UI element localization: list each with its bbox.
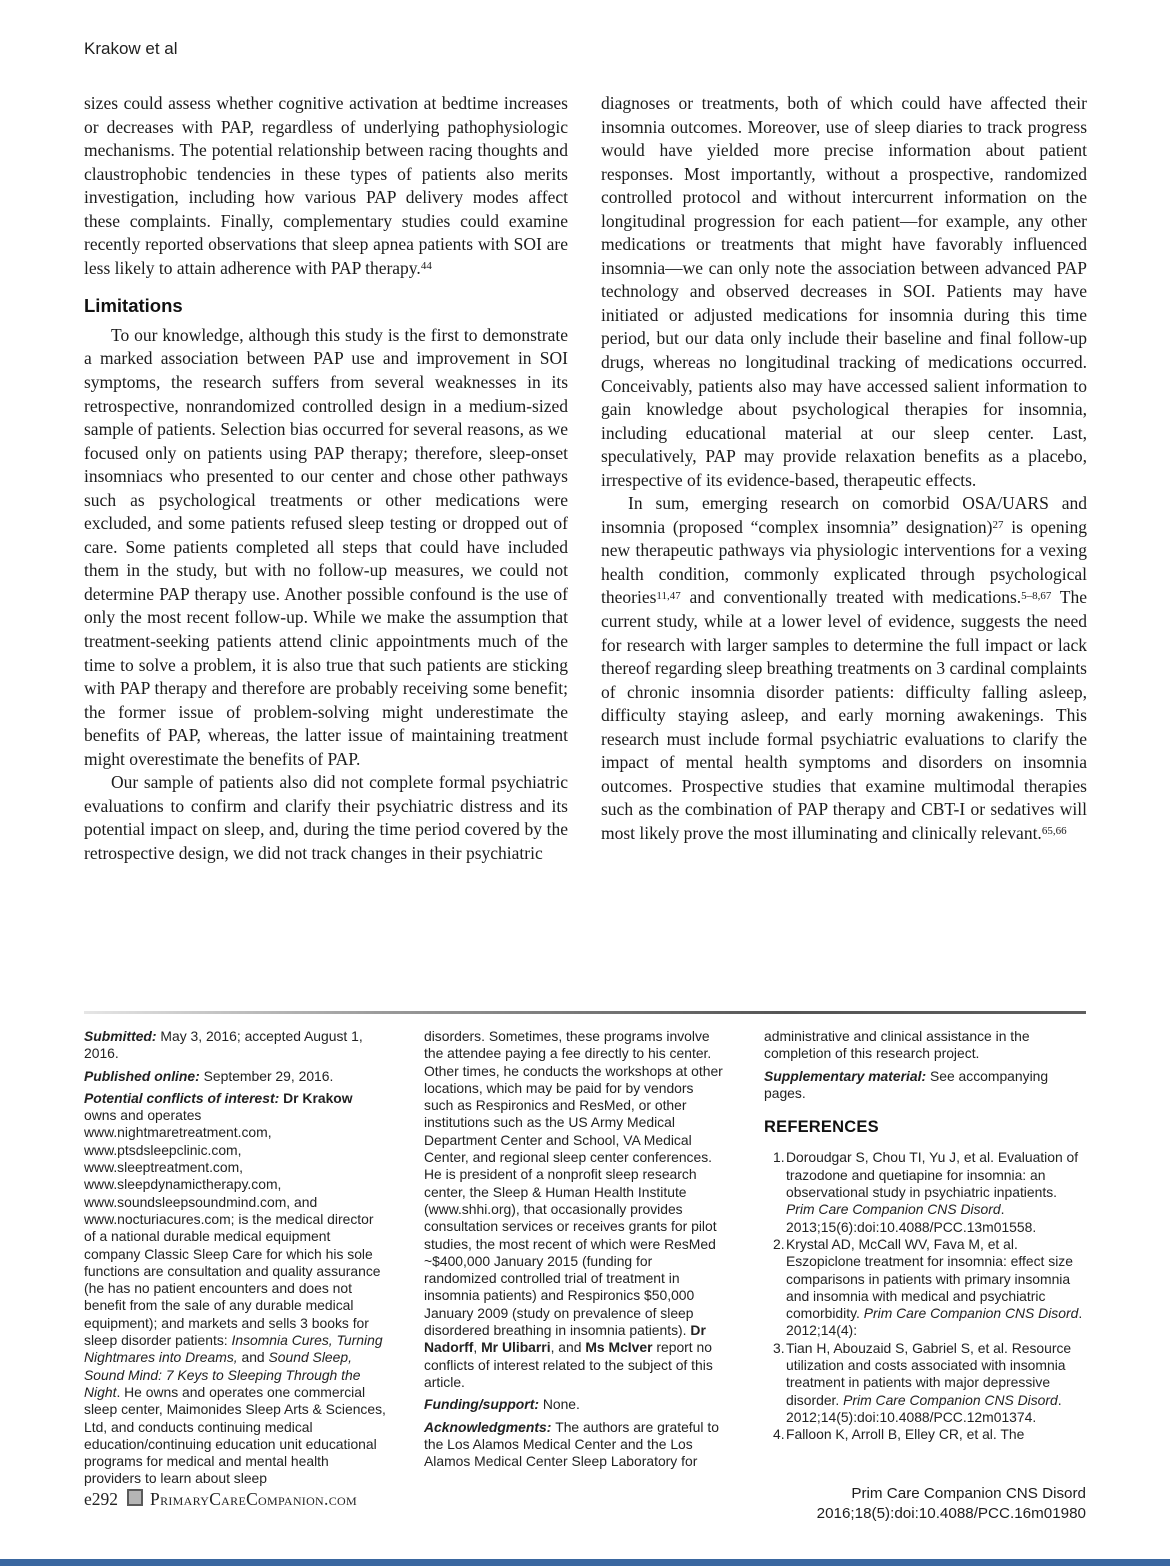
article-column-right <box>601 92 1087 846</box>
body-paragraph: To our knowledge, although this study is the first to demonstrate a marked association between PAP use and improvement in SOI symptoms, the research suffers from several weaknesses in its retrospective, nonrandomized controlled design in a medium-sized sample of patients. Selection bias occurred for several reasons, as we focused only on patients using PAP therapy; therefore, sleep-onset insomniacs who presented to our center and chose other pathways such as psychological treatments or other medications were excluded, and some patients refused sleep testing or dropped out of care. Some patients completed all steps that could have included them in the study, but with no follow-up measures, we could not determine PAP therapy use. Another possible confound is the use of only the most recent follow-up. While we make the assumption that treatment-seeking patients attend clinic appointments much of the time to solve a problem, it is also true that such patients are sticking with PAP therapy and therefore are probably receiving some benefit; the former issue of problem-solving might underestimate the benefits of PAP, whereas, the latter issue of maintaining treatment might overestimate the benefits of PAP. <box>84 324 568 769</box>
footnote-divider <box>84 1011 1086 1014</box>
journal-citation-line2: 2016;18(5):doi:10.4088/PCC.16m01980 <box>816 1504 1086 1522</box>
footnote-paragraph: administrative and clinical assistance in the completion of this research project. <box>764 1028 1030 1062</box>
reference-number: 4. <box>773 1426 785 1443</box>
footer-left <box>84 1489 357 1510</box>
body-paragraph: Our sample of patients also did not complete formal psychiatric evaluations to confirm and clarify their psychiatric distress and its potential impact on sleep, and, during the time period covered by the retrospective design, we did not track changes in their psychiatric <box>84 772 568 863</box>
footnote-paragraph: Published online: September 29, 2016. <box>84 1067 334 1084</box>
footnote-paragraph: Potential conflicts of interest: Dr Krakow owns and operates www.nightmaretreatment.com, www.ptsdsleepclinic.com, www.sleeptreatment.com, www.sleepdynamictherapy.com, www.soundsleepsoundmind.com, and www.nocturiacures.com; is the medical director of a national durable medical equipment company Classic Sleep Care for which his sole functions are consultation and quality assurance (he has no patient encounters and does not benefit from the sale of any durable medical equipment); and markets and sells 3 books for sleep disorder patients: Insomnia Cures, Turning Nightmares into Dreams, and Sound Sleep, Sound Mind: 7 Keys to Sleeping Through the Night. He owns and operates one commercial sleep center, Maimonides Sleep Arts & Sciences, Ltd, and conducts continuing medical education/continuing education unit educational programs for medical and mental health providers to learn about sleep <box>84 1089 386 1487</box>
footnote-paragraph: Supplementary material: See accompanying pages. <box>764 1067 1049 1101</box>
reference-text: Krystal AD, McCall WV, Fava M, et al. Eszopiclone treatment for insomnia: effect size comparisons in patients with primary insomnia and insomnia with medical and psychiatric comorbidity. Prim Care Companion CNS Disord. 2012;14(4): <box>786 1235 1083 1339</box>
footnote-paragraph: Acknowledgments: The authors are grateful to the Los Alamos Medical Center and the Los Alamos Medical Center Sleep Laboratory for <box>424 1418 719 1470</box>
footnote-column-1 <box>84 1028 386 1493</box>
reference-text: Falloon K, Arroll B, Elley CR, et al. The <box>786 1426 1025 1443</box>
reference-number: 1. <box>773 1149 785 1166</box>
reference-item <box>764 1236 1086 1340</box>
running-head: Krakow et al <box>84 39 178 58</box>
article-column-left <box>84 92 568 866</box>
footnote-paragraph: Submitted: May 3, 2016; accepted August 1, 2016. <box>84 1028 363 1062</box>
bottom-accent-bar <box>0 1559 1170 1566</box>
section-heading-limitations: Limitations <box>84 295 183 317</box>
reference-item <box>764 1340 1086 1426</box>
body-paragraph: In sum, emerging research on comorbid OSA/UARS and insomnia (proposed “complex insomnia” designation)$^{27}$ is opening new therapeutic pathways via physiologic interventions for a vexing health condition, commonly explicated through psychological theories$^{11,47}$ and conventionally treated with medications.$^{5-8,67}$ The current study, while at a lower level of evidence, suggests the need for research with larger samples to determine the full impact or lack thereof regarding sleep breathing treatments on 3 cardinal complaints of chronic insomnia disorder patients: difficulty falling asleep, difficulty staying asleep, and early morning awakenings. This research must include formal psychiatric evaluations to clarify the impact of mental health symptoms and disorders on insomnia outcomes. Prospective studies that examine multimodal therapies such as the combination of PAP therapy and CBT-I or sedatives will most likely prove the most illuminating and clinically relevant.$^{65,66}$ <box>601 493 1087 843</box>
body-paragraph: diagnoses or treatments, both of which could have affected their insomnia outcomes. Moreover, use of sleep diaries to track progress would have yielded more precise information about patient responses. Most importantly, without a prospective, randomized controlled protocol and without intercurrent information on the longitudinal progression for each patient—for example, any other medications or treatments that might have favorably influenced insomnia—we can only note the association between advanced PAP technology and observed decreases in SOI. Patients may have initiated or adjusted medications for insomnia during this time period, but our data only include their baseline and final follow-up drugs, whereas no longitudinal tracking of medications occurred. Conceivably, patients also may have accessed salient information to gain knowledge about psychological therapies for insomnia, including educational material at our sleep center. Last, speculatively, PAP may provide relaxation benefits as a placebo, irrespective of its evidence-based, therapeutic effects. <box>601 93 1087 490</box>
references-heading: REFERENCES <box>764 1118 879 1137</box>
reference-number: 2. <box>773 1235 785 1252</box>
footnote-column-3-paras <box>764 1028 1086 1102</box>
footnote-column-3 <box>764 1028 1086 1444</box>
reference-text: Tian H, Abouzaid S, Gabriel S, et al. Resource utilization and costs associated with insomnia treatment in patients with major depressive disorder. Prim Care Companion CNS Disord. 2012;14(5):doi:10.4088/PCC.12m01374. <box>786 1339 1072 1425</box>
page-number: e292 <box>84 1489 119 1509</box>
references-list <box>764 1149 1086 1443</box>
footer-right <box>817 1484 1086 1523</box>
footnote-paragraph: Funding/support: None. <box>424 1396 580 1413</box>
journal-citation-line1: Prim Care Companion CNS Disord <box>851 1485 1086 1502</box>
reference-item <box>764 1149 1086 1235</box>
reference-item <box>764 1426 1086 1443</box>
footnote-column-2 <box>424 1028 726 1475</box>
body-paragraph: sizes could assess whether cognitive activation at bedtime increases or decreases with PAP, regardless of underlying pathophysiologic mechanisms. The potential relationship between racing thoughts and claustrophobic tendencies in these types of patients also merits investigation, including how various PAP delivery modes affect these complaints. Finally, complementary studies could examine recently reported observations that sleep apnea patients with SOI are less likely to attain adherence with PAP therapy.$^{44}$ <box>84 93 568 278</box>
journal-logo-icon <box>127 1489 143 1506</box>
footnote-paragraph: disorders. Sometimes, these programs involve the attendee paying a fee directly to his center. Other times, he conducts the workshops at other locations, which may be paid for by vendors such as Respironics and ResMed, or other institutions such as the US Army Medical Department Center and School, VA Medical Center, and regional sleep center conferences. He is president of a nonprofit sleep research center, the Sleep & Human Health Institute (www.shhi.org), that occasionally provides consultation services or receives grants for pilot studies, the most recent of which were ResMed ~$400,000 January 2015 (funding for randomized controlled trial of treatment in insomnia patients) and Respironics $50,000 January 2009 (study on prevalence of sleep disordered breathing in insomnia patients). Dr Nadorff, Mr Ulibarri, and Ms McIver report no conflicts of interest related to the subject of this article. <box>424 1028 723 1390</box>
reference-number: 3. <box>773 1339 785 1356</box>
reference-text: Doroudgar S, Chou TI, Yu J, et al. Evaluation of trazodone and quetiapine for insomnia: an observational study in psychiatric inpatients. Prim Care Companion CNS Disord. 2013;15(6):doi:10.4088/PCC.13m01558. <box>786 1149 1079 1235</box>
journal-website: PrimaryCareCompanion.com <box>150 1489 357 1509</box>
